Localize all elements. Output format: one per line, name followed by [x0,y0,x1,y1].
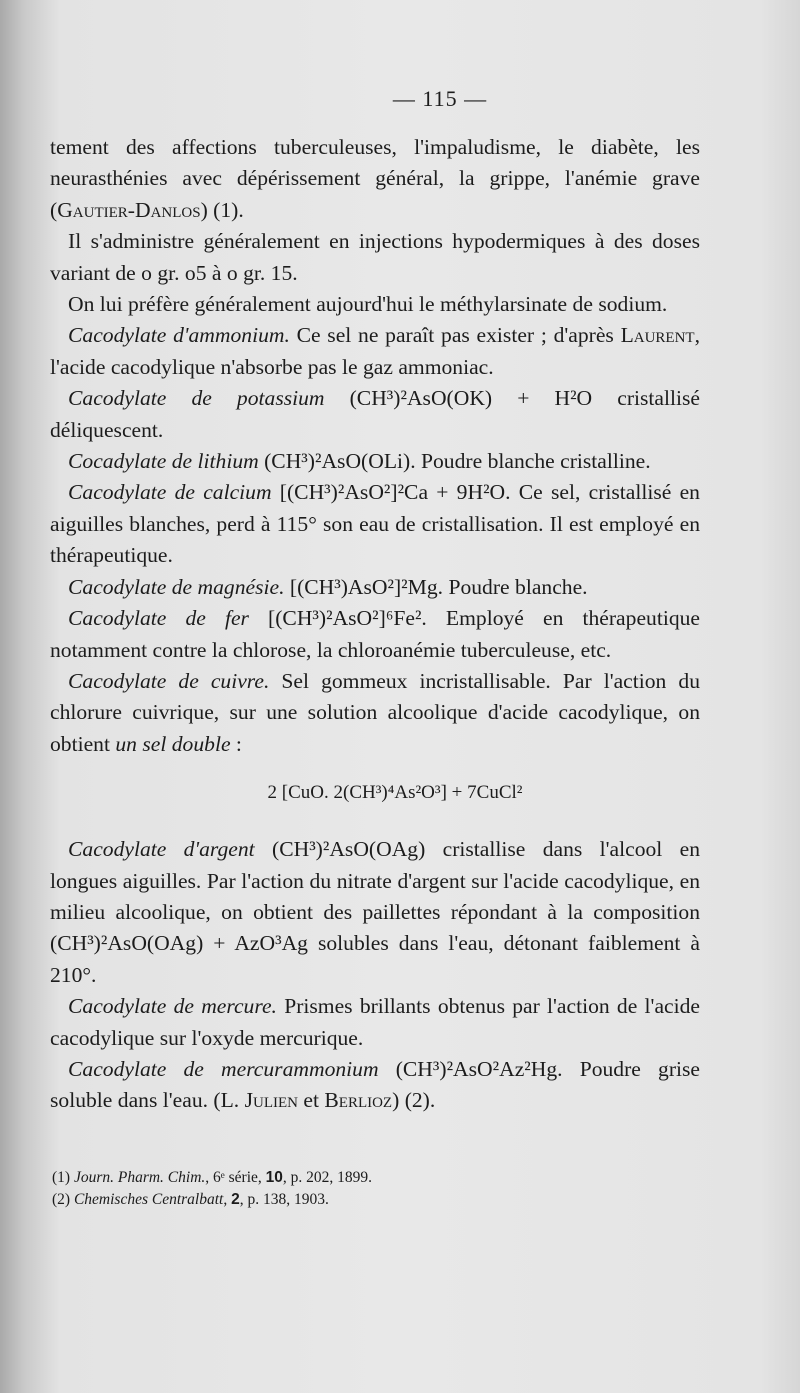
paragraph-3: On lui préfère généralement aujourd'hui le méthylarsinate de sodium. [68,292,668,317]
footnote-number: (1) [52,1168,71,1186]
entry-text: [(CH³)²AsO²]⁶Fe². Employé en thérapeutique notamment contre la chlorose, la chloroanémie tuberculeuse, etc. [50,606,700,662]
author-name: Berlioz [324,1088,393,1113]
entry-tail: ) (2). [392,1088,436,1113]
entry-text: Prismes brillants obtenus par l'action de l'acide cacodylique sur l'oxyde mercurique. [50,994,700,1050]
entry-text: Sel gommeux incristallisable. Par l'action du chlorure cuivrique, sur une solution alcoolique d'acide cacodylique, on obtient [50,668,700,756]
entry-title: Cacodylate de calcium [68,480,272,505]
paragraph-text: tement des affections tuberculeuses, l'impaludisme, le diabète, les neurasthénies avec dépérissement général, la grippe, l'anémie grave ( [50,135,700,222]
paragraph-tail: ) (1). [200,197,244,222]
entry-text: [(CH³)AsO²]²Mg. Poudre blanche. [284,574,588,599]
entry-title: Cacodylate de mercurammonium [68,1056,379,1081]
entry-tail: : [230,731,242,756]
entry-mercurammonium [50,1054,700,1117]
footnote [52,1189,700,1211]
footnote [52,1167,700,1189]
footnotes [50,1167,700,1211]
footnote-journal: Journ. Pharm. Chim. [73,1168,206,1186]
footnote-volume: 10 [265,1168,283,1186]
entry-title: Cacodylate de potassium [68,386,325,411]
entry-italic-tail: un sel double [115,731,231,756]
footnote-text: , [223,1190,232,1208]
entry-text: [(CH³)²AsO²]²Ca + 9H²O. Ce sel, cristallisé en aiguilles blanches, perd à 115° son eau de cristallisation. Il est employé en thérapeutique. [50,480,700,568]
entry-text: (CH³)²AsO(OK) + H²O cristallisé déliquescent. [50,386,700,442]
footnote-journal: Chemisches Centralbatt [73,1190,224,1208]
entry-title: Cacodylate de magnésie. [68,574,285,599]
footnote-number: (2) [52,1190,71,1208]
entry-title: Cacodylate d'argent [68,837,255,862]
footnote-volume: 2 [231,1190,240,1208]
entry-potassium [50,383,700,446]
entry-text: (CH³)²AsO(OLi). Poudre blanche cristalline. [258,449,651,474]
entry-calcium [50,477,700,571]
footnote-text: , p. 202, 1899. [282,1168,373,1186]
entry-tail: , l'acide cacodylique n'absorbe pas le gaz ammoniac. [50,323,700,379]
entry-title: Cacodylate d'ammonium. [68,323,290,348]
entry-lithium [50,446,700,477]
paragraph-1 [50,132,700,226]
footnote-text: , p. 138, 1903. [239,1190,329,1208]
chemical-formula: 2 [CuO. 2(CH³)⁴As²O³] + 7CuCl² [267,782,523,804]
entry-cuivre [50,666,700,760]
entry-title: Cacodylate de mercure. [68,994,277,1019]
entry-title: Cocadylate de lithium [68,449,259,474]
entry-text: (CH³)²AsO(OAg) cristallise dans l'alcool en longues aiguilles. Par l'action du nitrate d'argent sur l'acide cacodylique, en milieu alcoolique, on obtient des paillettes répondant à la composition (CH³)²AsO(OAg) + AzO³Ag solubles dans l'eau, détonant faiblement à 210°. [50,837,700,987]
entry-mercure [50,991,700,1054]
footnote-text: , 6ᵉ série, [205,1168,266,1186]
page-number: — 115 — [392,86,488,111]
entry-ammonium [50,320,700,383]
entry-text-mid: et [297,1088,325,1113]
entry-title: Cacodylate de cuivre. [68,668,270,693]
author-name: Laurent [620,323,695,348]
entry-title: Cacodylate de fer [68,606,249,631]
author-name: Julien [244,1088,298,1113]
entry-fer [50,603,700,666]
entry-text: Ce sel ne paraît pas exister ; d'après [289,323,621,348]
author-name: Gautier-Danlos [57,197,201,222]
entry-argent [50,834,700,991]
entry-text: (CH³)²AsO²Az²Hg. Poudre grise soluble dans l'eau. (L. [50,1056,700,1113]
paragraph-2: Il s'administre généralement en injections hypodermiques à des doses variant de o gr. o5 à o gr. 15. [50,229,700,285]
entry-magnesie [50,572,700,603]
